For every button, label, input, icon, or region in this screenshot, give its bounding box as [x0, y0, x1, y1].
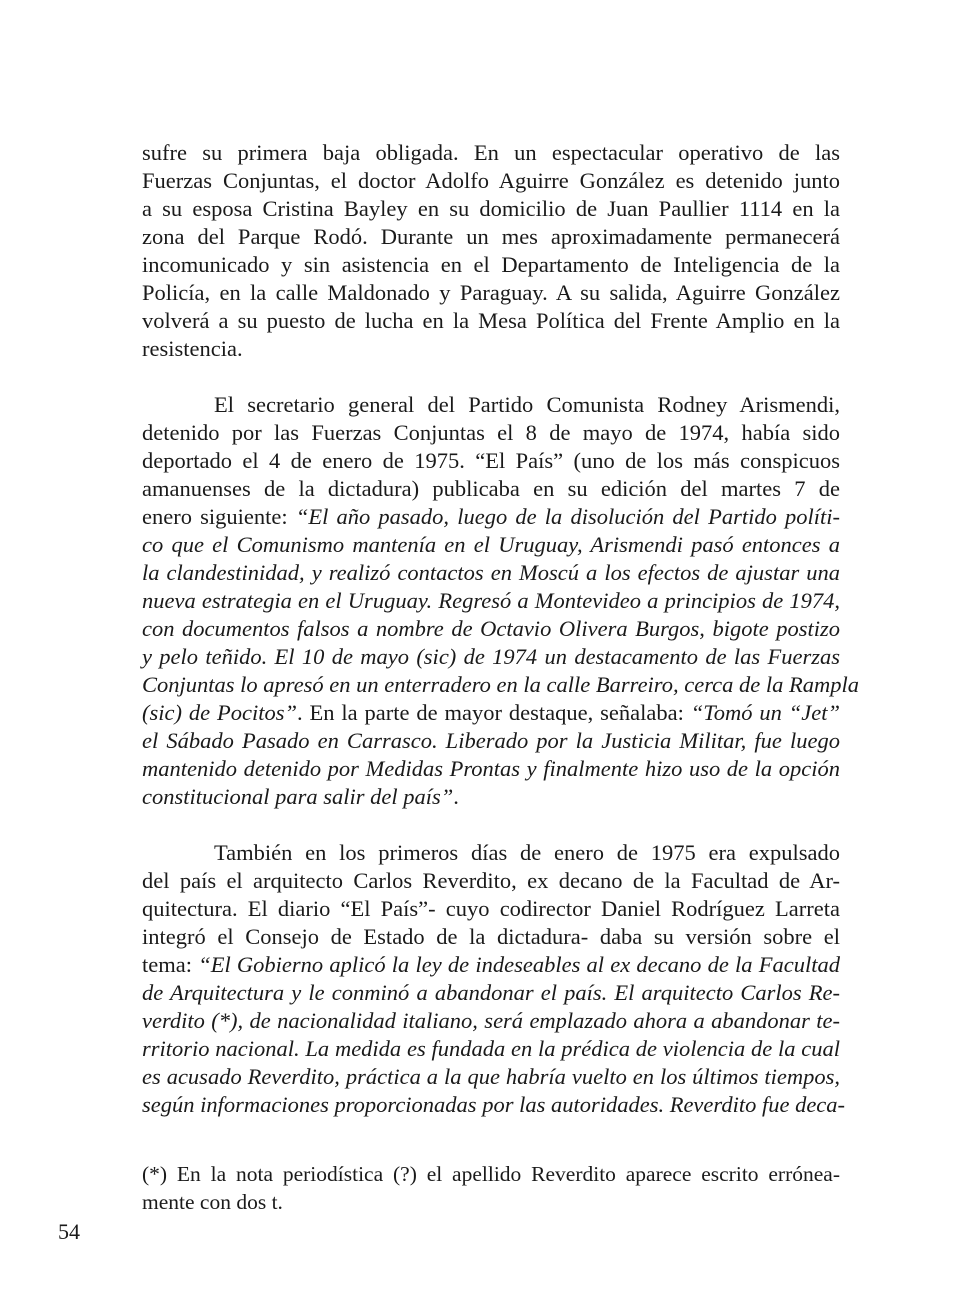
text-line: [142, 251, 840, 279]
body-text: incomunicado y sin asistencia en el Departamento de Inteligencia de la: [142, 252, 840, 277]
body-text: tema:: [142, 952, 199, 977]
body-text: resistencia.: [142, 336, 243, 361]
body-text: .: [453, 784, 459, 809]
quoted-italic-text: según informaciones proporcionadas por las autoridades. Reverdito fue deca-: [142, 1092, 846, 1117]
body-text: También en los primeros días de enero de 1975 era expulsado: [214, 840, 840, 865]
body-text: volverá a su puesto de lucha en la Mesa Política del Frente Amplio en la: [142, 308, 840, 333]
body-text: quitectura. El diario “El País”- cuyo codirector Daniel Rodríguez Larreta: [142, 896, 840, 921]
text-line: [142, 475, 840, 503]
quoted-italic-text: con documentos falsos a nombre de Octavio Olivera Burgos, bigote postizo: [142, 616, 840, 641]
text-line: [142, 923, 840, 951]
body-text: del país el arquitecto Carlos Reverdito, ex decano de la Facultad de Ar-: [142, 868, 840, 893]
paragraph-arismendi: [142, 391, 859, 811]
quoted-italic-text: (sic) de Pocitos”: [142, 700, 298, 725]
page-number: 54: [58, 1219, 80, 1244]
quoted-italic-text: “El Gobierno aplicó la ley de indeseables al ex decano de la Facultad: [198, 952, 840, 977]
quoted-italic-text: “Tomó un “Jet”: [690, 700, 840, 725]
text-line: [142, 447, 840, 475]
quoted-italic-text: constitucional para salir del país”: [142, 784, 454, 809]
text-line: [142, 391, 840, 419]
text-line: [142, 1007, 840, 1035]
footnote-line: (*) En la nota periodística (?) el apellido Reverdito aparece escrito errónea-: [142, 1162, 840, 1186]
text-line: [142, 587, 840, 615]
text-line: [142, 755, 840, 783]
text-line: [142, 699, 840, 727]
body-text: Fuerzas Conjuntas, el doctor Adolfo Aguirre González es detenido junto: [142, 168, 840, 193]
text-line: [142, 419, 840, 447]
body-text: a su esposa Cristina Bayley en su domicilio de Juan Paullier 1114 en la: [142, 196, 840, 221]
text-line: [142, 615, 840, 643]
text-line: [142, 951, 840, 979]
body-text: zona del Parque Rodó. Durante un mes aproximadamente permanecerá: [142, 224, 840, 249]
quoted-italic-text: “El año pasado, luego de la disolución del Partido políti-: [295, 504, 840, 529]
text-line: [142, 335, 840, 363]
body-text: El secretario general del Partido Comunista Rodney Arismendi,: [214, 392, 840, 417]
text-line: [142, 167, 840, 195]
text-line: [142, 1063, 840, 1091]
text-line: [142, 839, 840, 867]
body-text: enero siguiente:: [142, 504, 296, 529]
quoted-italic-text: nueva estrategia en el Uruguay. Regresó a Montevideo a principios de 1974,: [142, 588, 840, 613]
body-text: detenido por las Fuerzas Conjuntas el 8 de mayo de 1974, había sido: [142, 420, 840, 445]
text-line: [142, 279, 840, 307]
text-line: [142, 979, 840, 1007]
text-line: [142, 531, 840, 559]
quoted-italic-text: la clandestinidad, y realizó contactos en Moscú a los efectos de ajustar una: [142, 560, 840, 585]
text-line: [142, 1035, 840, 1063]
quoted-italic-text: Conjuntas lo apresó en un enterradero en la calle Barreiro, cerca de la Rampla: [142, 672, 859, 697]
text-line: [142, 559, 840, 587]
quoted-italic-text: de Arquitectura y le conminó a abandonar el país. El arquitecto Carlos Re-: [142, 980, 840, 1005]
text-line: [142, 223, 840, 251]
text-line: [142, 643, 840, 671]
paragraph-reverdito: [142, 839, 846, 1119]
text-line: [142, 1091, 846, 1119]
text-line: [142, 895, 840, 923]
paragraph-continuation: [142, 139, 840, 363]
text-line: [142, 195, 840, 223]
footnote-line: mente con dos t.: [142, 1190, 283, 1214]
quoted-italic-text: el Sábado Pasado en Carrasco. Liberado por la Justicia Militar, fue luego: [142, 728, 840, 753]
text-line: [142, 671, 859, 699]
body-text: . En la parte de mayor destaque, señalaba:: [297, 700, 691, 725]
quoted-italic-text: verdito (*), de nacionalidad italiano, será emplazado ahora a abandonar te-: [142, 1008, 840, 1033]
body-text: amanuenses de la dictadura) publicaba en su edición del martes 7 de: [142, 476, 840, 501]
body-text: sufre su primera baja obligada. En un espectacular operativo de las: [142, 140, 840, 165]
quoted-italic-text: y pelo teñido. El 10 de mayo (sic) de 1974 un destacamento de las Fuerzas: [142, 644, 840, 669]
quoted-italic-text: mantenido detenido por Medidas Prontas y finalmente hizo uso de la opción: [142, 756, 840, 781]
text-line: [142, 783, 840, 811]
footnote: [142, 1160, 840, 1216]
quoted-italic-text: co que el Comunismo mantenía en el Uruguay, Arismendi pasó entonces a: [142, 532, 840, 557]
quoted-italic-text: rritorio nacional. La medida es fundada en la prédica de violencia de la cual: [142, 1036, 840, 1061]
text-line: [142, 503, 840, 531]
body-text: Policía, en la calle Maldonado y Paraguay. A su salida, Aguirre González: [142, 280, 840, 305]
text-line: [142, 867, 840, 895]
body-text: integró el Consejo de Estado de la dictadura- daba su versión sobre el: [142, 924, 840, 949]
text-line: [142, 727, 840, 755]
quoted-italic-text: es acusado Reverdito, práctica a la que habría vuelto en los últimos tiempos,: [142, 1064, 840, 1089]
text-line: [142, 139, 840, 167]
body-text: deportado el 4 de enero de 1975. “El País” (uno de los más conspicuos: [142, 448, 840, 473]
text-line: [142, 307, 840, 335]
